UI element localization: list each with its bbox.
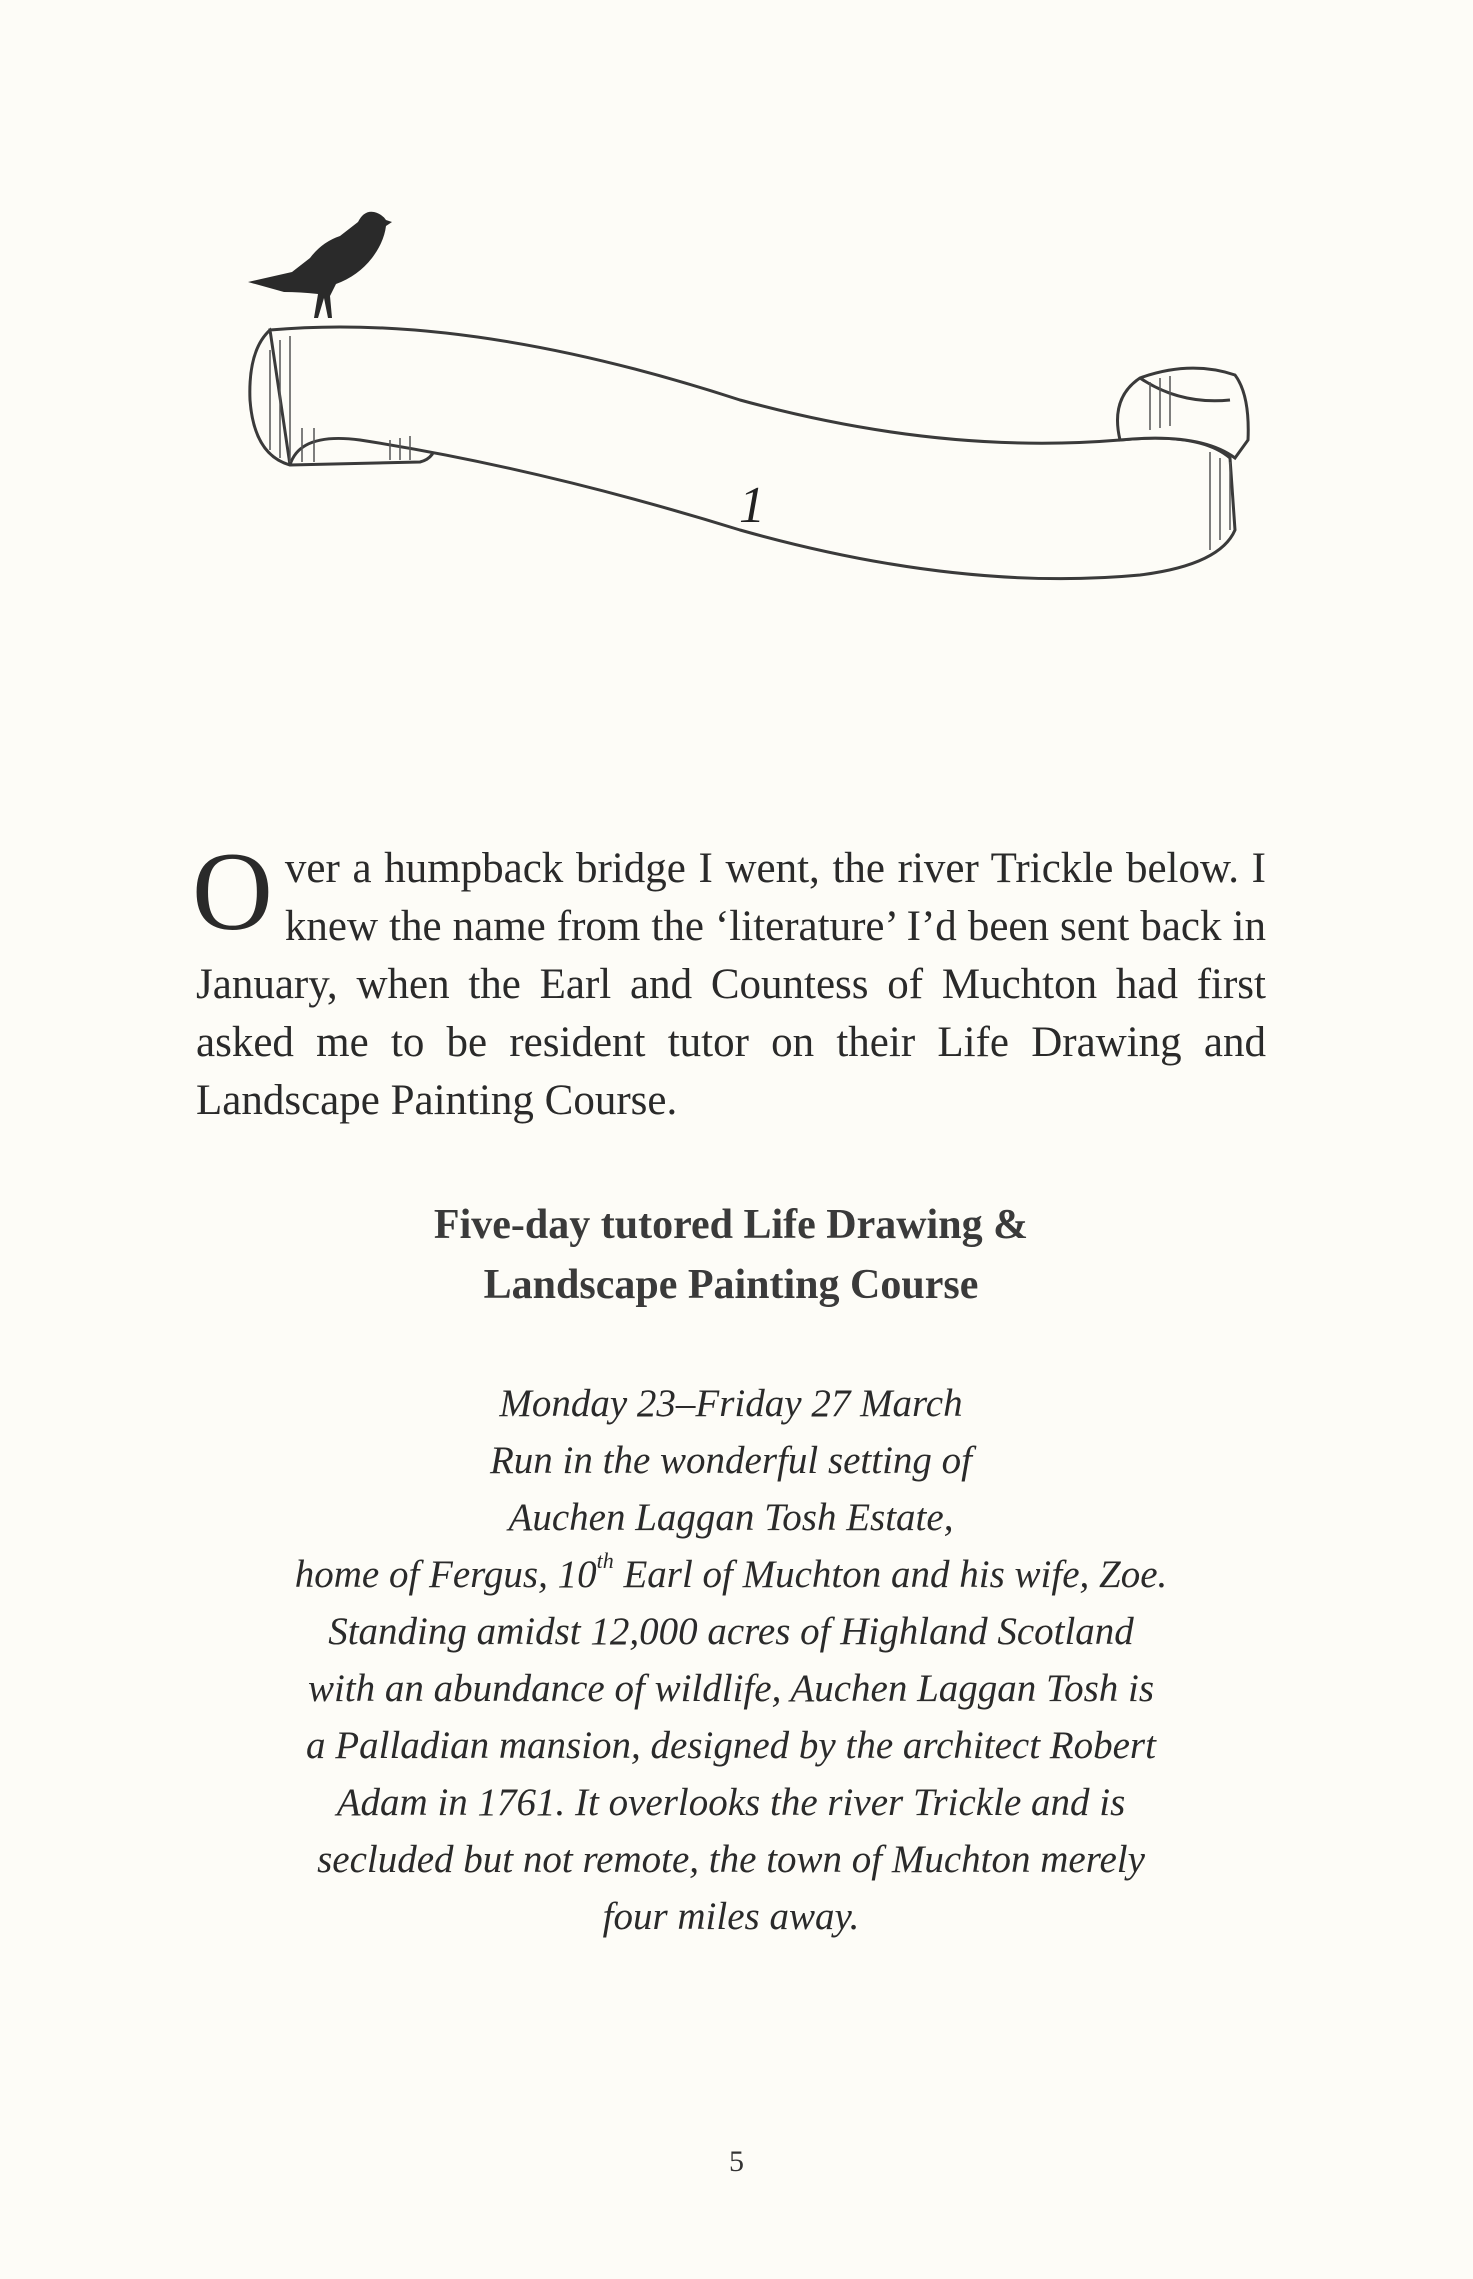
page-number: 5 <box>729 2145 744 2178</box>
course-title <box>196 1195 1266 1315</box>
opening-paragraph <box>192 830 1266 1130</box>
course-detail-line: Standing amidst 12,000 acres of Highland Scotland <box>328 1610 1134 1653</box>
course-details <box>196 1375 1266 1945</box>
course-title-line: Landscape Painting Course <box>483 1262 979 1308</box>
course-detail-line: four miles away. <box>602 1895 860 1938</box>
drop-cap: O <box>192 830 273 954</box>
course-title-line: Five-day tutored Life Drawing & <box>433 1202 1029 1248</box>
paragraph-text: ver a humpback bridge I went, the river Trickle below. I knew the name from the ‘literature’ I’d been sent back in January, when the Earl and Countess of Muchton had first asked me to be resident tutor on their Life Drawing and Landscape Painting Course. <box>196 845 1266 1124</box>
crow-icon <box>248 212 392 318</box>
course-detail-line: a Palladian mansion, designed by the architect Robert <box>306 1724 1156 1767</box>
chapter-number: 1 <box>739 477 765 534</box>
course-detail-line: with an abundance of wildlife, Auchen Laggan Tosh is <box>307 1667 1155 1710</box>
course-date: Monday 23–Friday 27 March <box>499 1382 963 1425</box>
course-detail-line: home of Fergus, 10th Earl of Muchton and his wife, Zoe. <box>294 1548 1168 1596</box>
chapter-banner <box>240 200 1260 620</box>
course-detail-line: Auchen Laggan Tosh Estate, <box>508 1496 954 1539</box>
course-detail-line: Run in the wonderful setting of <box>489 1439 973 1482</box>
ordinal-suffix: th <box>596 1548 614 1573</box>
course-detail-line: secluded but not remote, the town of Muchton merely <box>317 1838 1145 1881</box>
course-detail-line: Adam in 1761. It overlooks the river Trickle and is <box>336 1781 1126 1824</box>
